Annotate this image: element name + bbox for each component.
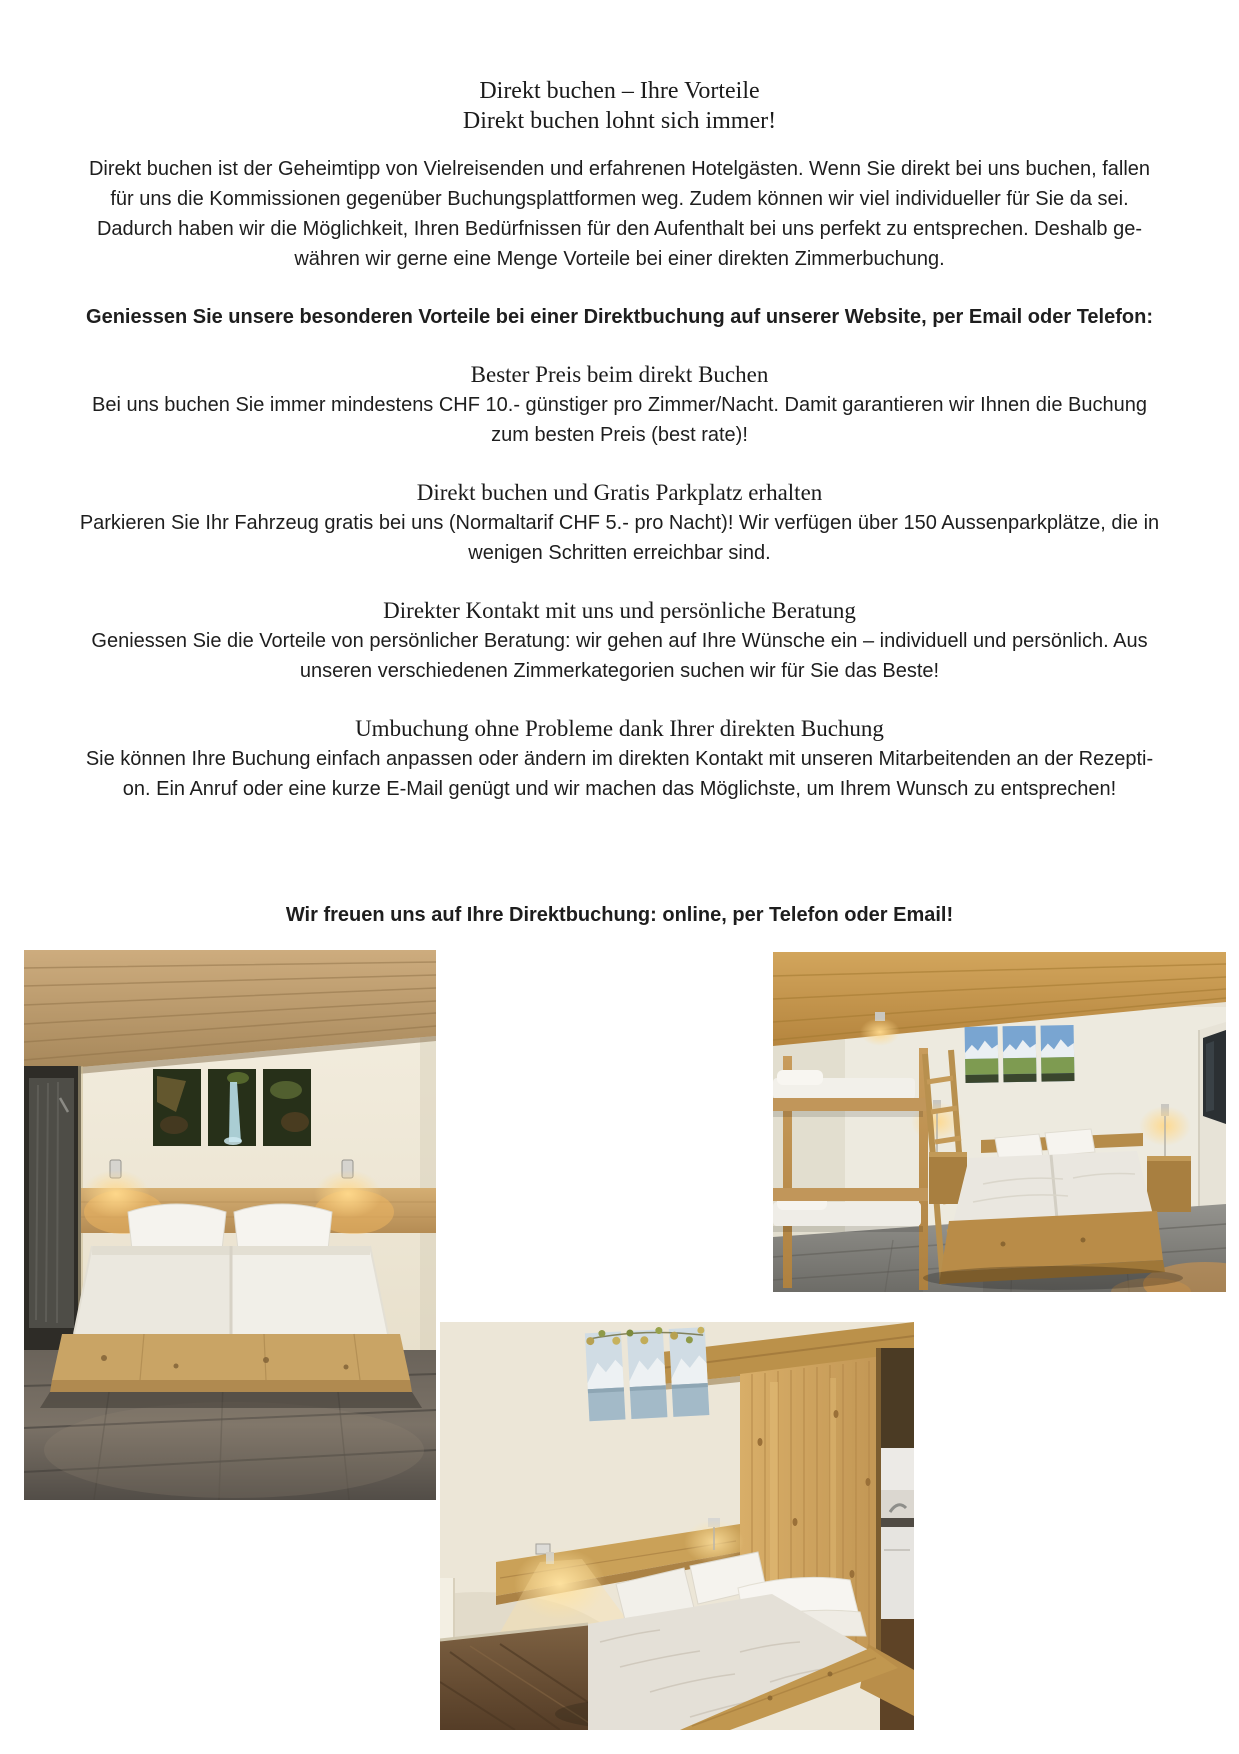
intro-line: Direkt buchen ist der Geheimtipp von Vielreisenden und erfahrenen Hotelgästen. Wenn Sie direkt bei uns buchen, fallen (88, 158, 1151, 180)
section-line: on. Ein Anruf oder eine kurze E-Mail genügt und wir machen das Möglichste, um Ihrem Wunsch zu entsprechen! (122, 778, 1117, 800)
wall-art-lake-triptych (585, 1325, 710, 1422)
shower-doorway (24, 1066, 83, 1358)
section-free-parking (14, 478, 1225, 568)
room-photo-wood-wall (440, 1322, 914, 1730)
tv-screen (1203, 1030, 1226, 1124)
section-heading: Umbuchung ohne Probleme dank Ihrer direkten Buchung (355, 716, 884, 741)
room-photo-double-waterfall (24, 950, 436, 1500)
wall-art-waterfall-triptych (153, 1069, 311, 1146)
closing-text: Wir freuen uns auf Ihre Direktbuchung: online, per Telefon oder Email! (285, 904, 954, 926)
section-rebooking (14, 714, 1225, 804)
section-heading: Direkter Kontakt mit uns und persönliche Beratung (383, 598, 856, 623)
highlight-text: Geniessen Sie unsere besonderen Vorteile bei einer Direktbuchung auf unserer Website, per Email oder Telefon: (86, 306, 1153, 328)
section-best-price (14, 360, 1225, 450)
title-line-2: Direkt buchen lohnt sich immer! (462, 108, 777, 134)
section-line: wenigen Schritten erreichbar sind. (468, 542, 771, 564)
intro-line: für uns die Kommissionen gegenüber Buchungsplattformen weg. Zudem können wir viel individueller für Sie da sei. (110, 188, 1129, 210)
section-line: Parkieren Sie Ihr Fahrzeug gratis bei uns (Normaltarif CHF 5.- pro Nacht)! Wir verfügen über 150 Aussenparkplätze, die in (79, 512, 1160, 534)
section-heading: Direkt buchen und Gratis Parkplatz erhalten (416, 480, 823, 505)
intro-line: währen wir gerne eine Menge Vorteile bei einer direkten Zimmerbuchung. (294, 248, 945, 270)
room-photo-3-illustration (440, 1322, 914, 1730)
wall-art-mountain-triptych (965, 1025, 1075, 1083)
section-line: zum besten Preis (best rate)! (491, 424, 748, 446)
section-line: Sie können Ihre Buchung einfach anpassen oder ändern im direkten Kontakt mit unseren Mitarbeitenden an der Rezepti- (85, 748, 1154, 770)
title-line-1: Direkt buchen – Ihre Vorteile (479, 78, 760, 104)
section-direct-contact (14, 596, 1225, 686)
room-photo-1-illustration (24, 950, 436, 1500)
intro-line: Dadurch haben wir die Möglichkeit, Ihren Bedürfnissen für den Aufenthalt bei uns perfekt zu entsprechen. Deshalb ge- (96, 218, 1143, 240)
room-photo-2-illustration (773, 952, 1226, 1292)
document-text (14, 0, 1225, 930)
section-line: Geniessen Sie die Vorteile von persönlicher Beratung: wir gehen auf Ihre Wünsche ein – individuell und persönlich. Aus (91, 630, 1148, 652)
room-photo-family-bunk (773, 952, 1226, 1292)
section-heading: Bester Preis beim direkt Buchen (470, 362, 769, 387)
section-line: Bei uns buchen Sie immer mindestens CHF 10.- günstiger pro Zimmer/Nacht. Damit garantieren wir Ihnen die Buchung (92, 394, 1147, 416)
section-line: unseren verschiedenen Zimmerkategorien suchen wir für Sie das Beste! (299, 660, 940, 682)
